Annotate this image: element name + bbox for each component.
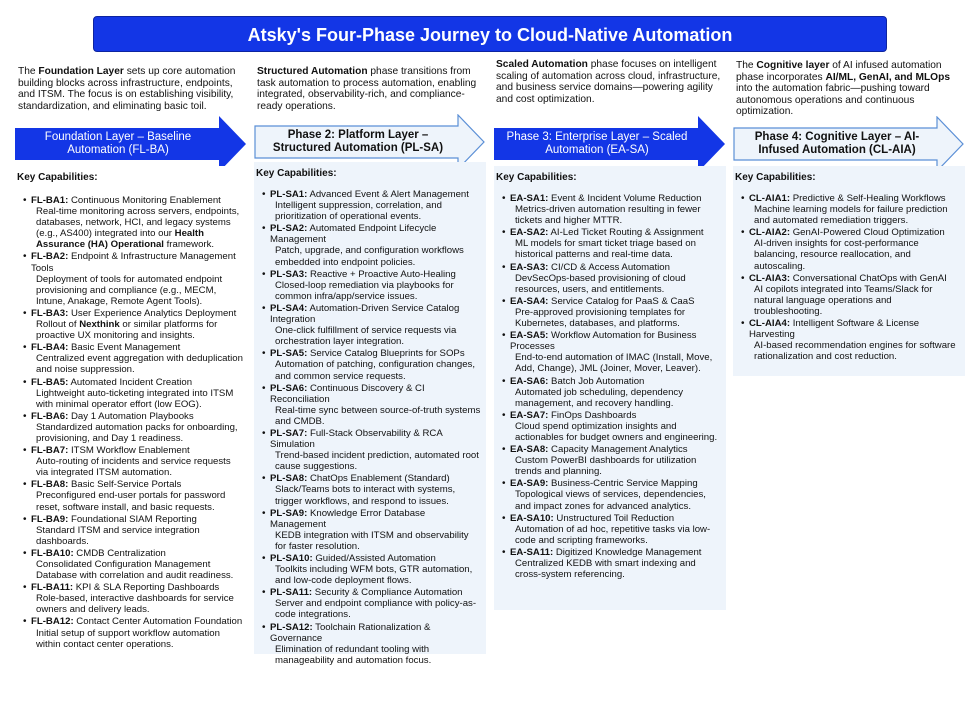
capability-item [23,251,243,306]
capability-description-text: Auto-routing of incidents and service requests via integrated ITSM automation. [36,456,231,479]
phase-2-header: Key Capabilities: [256,168,337,179]
capability-description-text: ML models for smart ticket triage based on historical patterns and real-time data. [515,238,696,261]
capability-description-text: Standard ITSM and service integration dashboards. [36,524,200,547]
capability-name: Intelligent Software & License Harvesting [749,318,920,341]
capability-description [270,325,482,347]
capability-name: Guided/Assisted Automation [312,553,436,564]
capability-description [749,238,961,271]
capability-description [270,405,482,427]
capability-description-text: DevSecOps-based provisioning of cloud resources, users, and entitlements. [515,272,686,295]
capability-description-text: Preconfigured end-user portals for password reset, software install, and basic requests. [36,490,226,513]
capability-item [23,514,243,547]
capability-code: FL-BA11: [31,582,74,594]
capability-code: FL-BA2: [31,251,69,263]
capability-description-text: Intelligent suppression, correlation, and prioritization of operational events. [275,200,442,223]
capability-description-text: Trend-based incident prediction, automated root cause suggestions. [275,450,479,473]
phase-1-panel [15,166,247,704]
phase-2-panel [254,162,486,666]
capability-description-text: Server and endpoint compliance with policy-as-code integrations. [275,598,477,621]
capability-name: Advanced Event & Alert Management [307,189,469,200]
capability-item [262,303,482,347]
capability-code: PL-SA12: [270,621,313,633]
capability-description [31,422,243,444]
capability-description-text: Automated job scheduling, dependency management, and recovery handling. [515,386,684,409]
phase-4-arrow [733,116,965,172]
capability-name: Conversational ChatOps with GenAI [790,272,947,284]
intro-text-run: phase transitions from task automation to process automation, enabling integrated, observability-rich, and compliance-ready operations. [257,66,477,112]
phase-2-label: Phase 2: Platform Layer – Structured Automation (PL-SA) [272,129,444,154]
capability-description [510,204,722,226]
capability-name: ITSM Workflow Enablement [68,445,190,457]
capability-name: Service Catalog Blueprints for SOPs [307,348,465,360]
capability-code: FL-BA1: [31,195,69,206]
capability-description-emphasis: Nexthink [79,319,120,331]
capability-item [262,553,482,586]
capability-item [502,410,722,443]
capability-description-text: Topological views of services, dependencies, and impact zones for advanced analytics. [515,489,706,512]
capability-item [262,508,482,552]
capability-item [23,479,243,512]
capability-code: PL-SA3: [270,268,308,280]
phase-3-arrow [494,116,726,172]
capability-description [31,490,243,512]
capability-name: Continuous Monitoring Enablement [68,195,221,206]
capability-name: Batch Job Automation [548,375,645,387]
capability-description-tail: or similar platforms for proactive UX monitoring and insights. [36,319,218,342]
capability-name: Automated Endpoint Lifecycle Management [270,223,437,246]
capability-item [262,189,482,222]
capability-item [502,193,722,226]
capability-name: Automation-Driven Service Catalog Integration [270,302,460,326]
capability-code: EA-SA7: [510,409,549,421]
capability-description-text: Cloud spend optimization insights and actionables for budget owners and engineering. [515,420,718,443]
capability-description-text: AI-based recommendation engines for software rationalization and cost reduction. [754,340,956,363]
capability-code: PL-SA7: [270,427,308,439]
capability-item [23,445,243,478]
capability-item [502,444,722,477]
capability-description [510,421,722,443]
capability-description [510,489,722,511]
capability-name: Service Catalog for PaaS & CaaS [548,295,695,307]
capability-code: PL-SA10: [270,553,313,564]
intro-text-run: sets up core automation building blocks across infrastructure, endpoints, and ITSM. The focus is on establishing visibility, standardization, and eliminating basic toil. [18,66,236,112]
capability-description [31,525,243,547]
capability-description [31,456,243,478]
phase-2-capabilities [254,179,486,666]
capability-description-text: Custom PowerBI dashboards for utilization trends and planning. [515,455,697,478]
capability-description [510,455,722,477]
capability-description [510,558,722,580]
phase-1-label: Foundation Layer – Baseline Automation (FL-BA) [44,131,192,156]
capability-item [23,582,243,615]
capability-name: Unstructured Toil Reduction [553,512,675,524]
intro-text-run: of AI infused automation phase incorporates [736,60,942,83]
capability-code: CL-AIA4: [749,318,791,330]
capability-description [510,352,722,374]
capability-item [262,348,482,381]
capability-description [270,644,482,666]
intro-text-run: Scaled Automation [496,59,588,70]
capability-code: FL-BA4: [31,342,69,354]
capability-code: FL-BA5: [31,376,69,388]
capability-description [270,530,482,552]
capability-description [31,353,243,375]
capability-name: Reactive + Proactive Auto-Healing [307,268,456,280]
capability-description-text: End-to-end automation of IMAC (Install, Move, Add, Change), JML (Joiner, Mover, Leaver). [515,352,713,375]
capability-name: Basic Self-Service Portals [68,479,182,491]
capability-name: User Experience Analytics Deployment [68,307,237,319]
capability-code: FL-BA12: [31,616,74,628]
capability-description-text: Machine learning models for failure prediction and automated remediation triggers. [754,204,948,227]
capability-description [31,274,243,307]
intro-text-run: The [18,66,39,77]
capability-code: EA-SA1: [510,193,549,204]
capability-description [749,284,961,317]
capability-name: Event & Incident Volume Reduction [548,193,702,204]
capability-description [270,245,482,267]
capability-item [741,227,961,271]
diagram-title: Atsky's Four-Phase Journey to Cloud-Native Automation [93,16,887,52]
capability-item [502,227,722,260]
capability-name: Continuous Discovery & CI Reconciliation [270,382,425,405]
capability-name: Automated Incident Creation [68,376,193,388]
capability-description-emphasis: Health Assurance (HA) Operational [36,228,204,251]
capability-code: EA-SA10: [510,512,554,524]
capability-item [23,548,243,581]
phase-3-label: Phase 3: Enterprise Layer – Scaled Automation (EA-SA) [506,131,688,156]
capability-description-text: Toolkits including WFM bots, GTR automation, and low-code deployment flows. [275,564,473,587]
capability-name: Day 1 Automation Playbooks [68,410,194,422]
capability-description-text: Automation of ad hoc, repetitive tasks via low-code and scripting frameworks. [515,523,711,546]
phase-1-capabilities [15,183,247,650]
capability-name: Business-Centric Service Mapping [548,478,698,490]
capability-name: Endpoint & Infrastructure Management Tools [31,251,236,274]
capability-name: KPI & SLA Reporting Dashboards [73,582,220,594]
capability-name: Workflow Automation for Business Processes [510,330,697,353]
capability-description-tail: framework. [163,239,215,251]
capability-description [749,204,961,226]
capability-item [262,622,482,666]
capability-description [270,280,482,302]
capability-code: CL-AIA1: [749,193,791,204]
capability-description [510,273,722,295]
capability-code: EA-SA2: [510,227,549,239]
capability-description-text: Lightweight auto-ticketing integrated into ITSM with minimal operator effort (low EOG). [36,387,234,410]
capability-description-text: Deployment of tools for automated endpoint provisioning and compliance (e.g., MECM, Intune, Anakage, Remote Agent Tools). [36,273,223,307]
intro-text-run: Structured Automation [257,66,368,77]
capability-description-text: Consolidated Configuration Management Database with correlation and audit readiness. [36,559,234,582]
capability-item [262,473,482,506]
capability-code: EA-SA8: [510,444,549,456]
capability-code: EA-SA6: [510,375,549,387]
intro-text-run: into the automation fabric—pushing toward autonomous operations and continuous optimization. [736,83,930,118]
phase-2-intro [257,66,483,112]
capability-name: FinOps Dashboards [548,409,637,421]
capability-description [510,387,722,409]
capability-code: FL-BA6: [31,410,69,422]
capability-code: FL-BA8: [31,479,69,491]
capability-description [749,340,961,362]
capability-name: Knowledge Error Database Management [270,507,426,530]
capability-name: Full-Stack Observability & RCA Simulation [270,427,443,451]
capability-name: CMDB Centralization [73,547,166,559]
capability-description [510,524,722,546]
intro-text-run: AI/ML, GenAI, and MLOps [825,71,950,83]
capability-item [502,376,722,409]
capability-item [23,377,243,410]
intro-text-run: phase focuses on intelligent scaling of automation across cloud, infrastructure, and business service domains—powering agility and cost optimization. [496,59,721,105]
capability-name: Toolchain Rationalization & Governance [270,621,431,644]
capability-description-text: Metrics-driven automation resulting in fewer tickets and higher MTTR. [515,204,701,227]
phase-4-header: Key Capabilities: [735,172,816,183]
capability-description-text: Rollout of [36,319,80,331]
capability-code: CL-AIA3: [749,272,791,284]
capability-name: Basic Event Management [68,342,181,354]
capability-item [262,383,482,427]
capability-description-text: Real-time monitoring across servers, endpoints, databases, network, HCI, and legacy systems (e.g., AS400) integrated into our [36,206,240,240]
capability-code: PL-SA9: [270,507,308,519]
capability-name: ChatOps Enablement (Standard) [307,473,450,485]
capability-code: FL-BA3: [31,307,69,319]
capability-code: CL-AIA2: [749,227,791,239]
capability-item [23,308,243,341]
capability-code: EA-SA5: [510,330,549,342]
capability-description [31,559,243,581]
capability-item [23,342,243,375]
capability-name: AI-Led Ticket Routing & Assignment [548,227,704,239]
capability-name: GenAI-Powered Cloud Optimization [790,227,945,239]
capability-code: EA-SA4: [510,295,549,307]
capability-description [31,628,243,650]
capability-description-text: Slack/Teams bots to interact with systems, trigger workflows, and respond to issues. [275,484,456,507]
capability-description-text: Elimination of redundant tooling with manageability and automation focus. [275,643,432,666]
capability-code: PL-SA2: [270,223,308,235]
capability-item [502,262,722,295]
capability-item [741,273,961,317]
capability-description-text: Pre-approved provisioning templates for Kubernetes, databases, and platforms. [515,306,686,330]
capability-description-text: Closed-loop remediation via playbooks for common infra/app/service issues. [275,279,454,302]
phase-1-arrow [15,116,247,172]
capability-name: Security & Compliance Automation [312,587,463,599]
intro-text-run: Cognitive layer [756,60,830,71]
capability-name: Capacity Management Analytics [548,444,688,456]
capability-description-text: Patch, upgrade, and configuration workflows embedded into endpoint policies. [275,245,464,268]
capability-name: CI/CD & Access Automation [548,261,670,273]
capability-code: EA-SA3: [510,261,549,273]
capability-description [31,319,243,341]
capability-description [510,307,722,329]
capability-description [31,388,243,410]
phase-4-intro [736,60,958,118]
capability-item [502,513,722,546]
capability-description [270,598,482,620]
capability-item [262,223,482,267]
phase-1-intro [18,66,236,112]
capability-description [510,238,722,260]
phase-4-capabilities [733,183,965,362]
capability-item [502,296,722,329]
phase-1-header: Key Capabilities: [17,172,98,183]
capability-description-text: KEDB integration with ITSM and observability for faster resolution. [275,529,469,552]
capability-item [262,269,482,302]
capability-description-text: AI-driven insights for cost-performance balancing, resource reallocation, and autoscaling. [754,238,919,272]
capability-code: PL-SA8: [270,473,308,485]
capability-code: FL-BA7: [31,445,69,457]
capability-description-text: Centralized event aggregation with deduplication and noise suppression. [36,353,243,376]
capability-description [270,484,482,506]
capability-name: Foundational SIAM Reporting [68,513,197,525]
capability-code: PL-SA1: [270,189,308,200]
capability-code: PL-SA5: [270,348,308,360]
intro-text-run: The [736,60,757,71]
capability-name: Contact Center Automation Foundation [73,616,243,628]
capability-item [741,193,961,226]
capability-item [741,318,961,362]
phase-3-header: Key Capabilities: [496,172,577,183]
phase-4-label: Phase 4: Cognitive Layer – AI-Infused Automation (CL-AIA) [754,131,920,156]
intro-text-run: Foundation Layer [38,66,124,77]
capability-description [270,564,482,586]
phase-4-panel [733,166,965,376]
capability-description-text: Initial setup of support workflow automation within contact center operations. [36,627,220,650]
capability-description [270,450,482,472]
capability-item [502,330,722,374]
capability-description [31,206,243,250]
capability-code: FL-BA10: [31,547,74,559]
capability-item [262,587,482,620]
capability-description [270,200,482,222]
capability-description [31,593,243,615]
capability-item [23,411,243,444]
capability-item [23,616,243,649]
capability-item [262,428,482,472]
phase-3-panel [494,166,726,610]
capability-item [502,478,722,511]
capability-item [502,547,722,580]
capability-code: PL-SA4: [270,302,308,314]
capability-description-text: Real-time sync between source-of-truth systems and CMDB. [275,404,481,427]
phase-3-intro [496,59,722,105]
capability-code: PL-SA6: [270,382,308,394]
capability-item [23,195,243,250]
capability-description-text: AI copilots integrated into Teams/Slack for natural language operations and troubleshooting. [754,283,933,317]
capability-code: PL-SA11: [270,587,313,599]
capability-code: EA-SA11: [510,546,554,558]
capability-description-text: Role-based, interactive dashboards for service owners and delivery leads. [36,593,234,616]
capability-name: Digitized Knowledge Management [553,546,702,558]
capability-description-text: Centralized KEDB with smart indexing and cross-system referencing. [515,558,696,581]
capability-description-text: Standardized automation packs for onboarding, provisioning, and Day 1 readiness. [36,421,238,444]
capability-description [270,359,482,381]
capability-description-text: One-click fulfillment of service requests via orchestration layer integration. [275,325,457,348]
phase-3-capabilities [494,183,726,580]
capability-description-text: Automation of patching, configuration changes, and common service requests. [275,359,476,382]
capability-code: FL-BA9: [31,513,69,525]
capability-name: Predictive & Self-Healing Workflows [790,193,946,204]
capability-code: EA-SA9: [510,478,549,490]
